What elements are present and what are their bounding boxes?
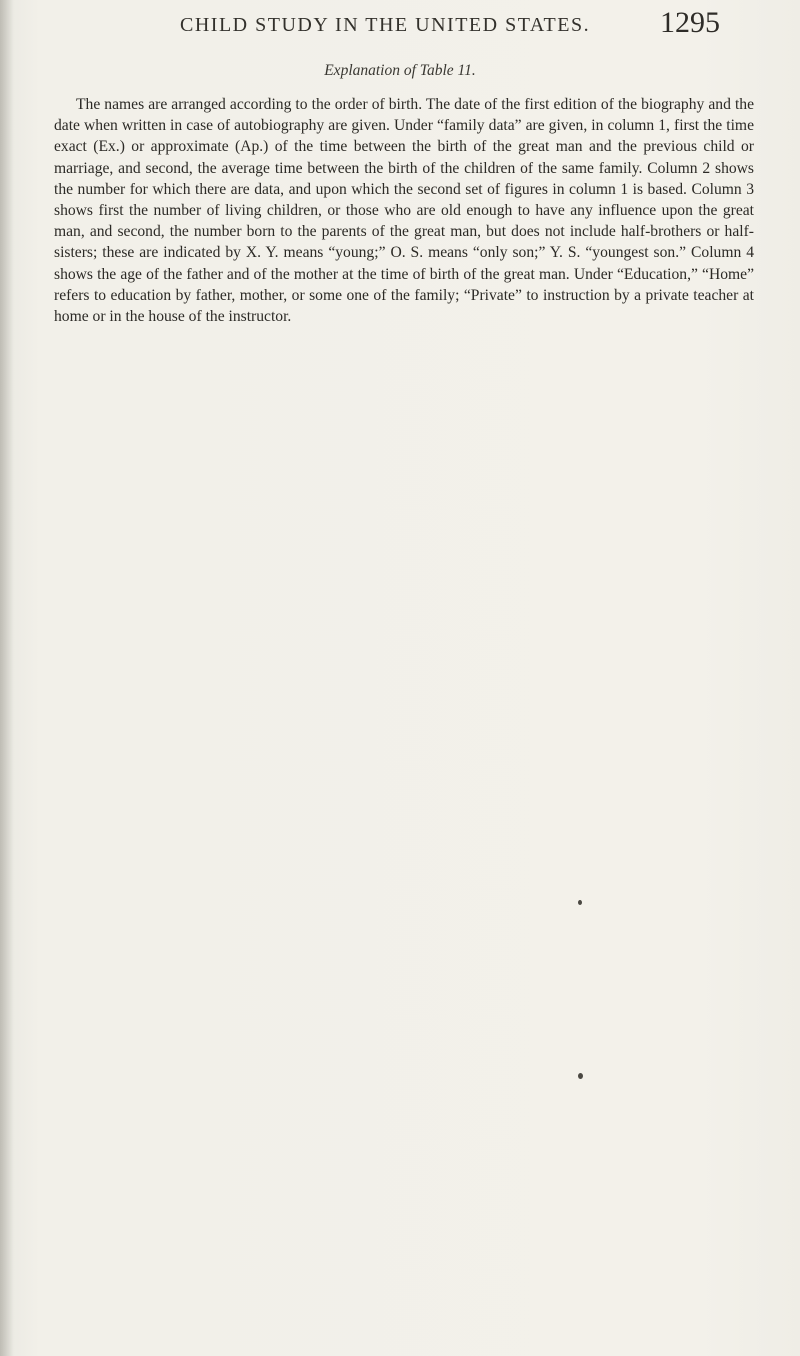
running-head: CHILD STUDY IN THE UNITED STATES. — [180, 14, 591, 36]
page-number: 1295 — [660, 6, 720, 39]
table-caption: Explanation of Table 11. — [324, 62, 476, 79]
binding-shadow — [0, 0, 14, 1356]
explanation-paragraph: The names are arranged according to the order of birth. The date of the first edition of the biography and the date when written in case of autobiography are given. Under “family data” are given, in column 1, first the time exact (Ex.) or approximate (Ap.) of the time between the birth of the great man and the previous child or marriage, and second, the average time between the birth of the children of the same family. Column 2 shows the number for which there are data, and upon which the second set of figures in column 1 is based. Column 3 shows first the number of living children, or those who are old enough to have any influence upon the great man, and second, the number born to the parents of the great man, but does not include half-brothers or half-sisters; these are indicated by X. Y. means “young;” O. S. means “only son;” Y. S. “youngest son.” Column 4 shows the age of the father and of the mother at the time of birth of the great man. Under “Education,” “Home” refers to education by father, mother, or some one of the family; “Private” to instruction by a private teacher at home or in the house of the instructor. — [54, 96, 754, 326]
ink-speck — [578, 900, 582, 905]
ink-speck — [578, 1073, 583, 1079]
